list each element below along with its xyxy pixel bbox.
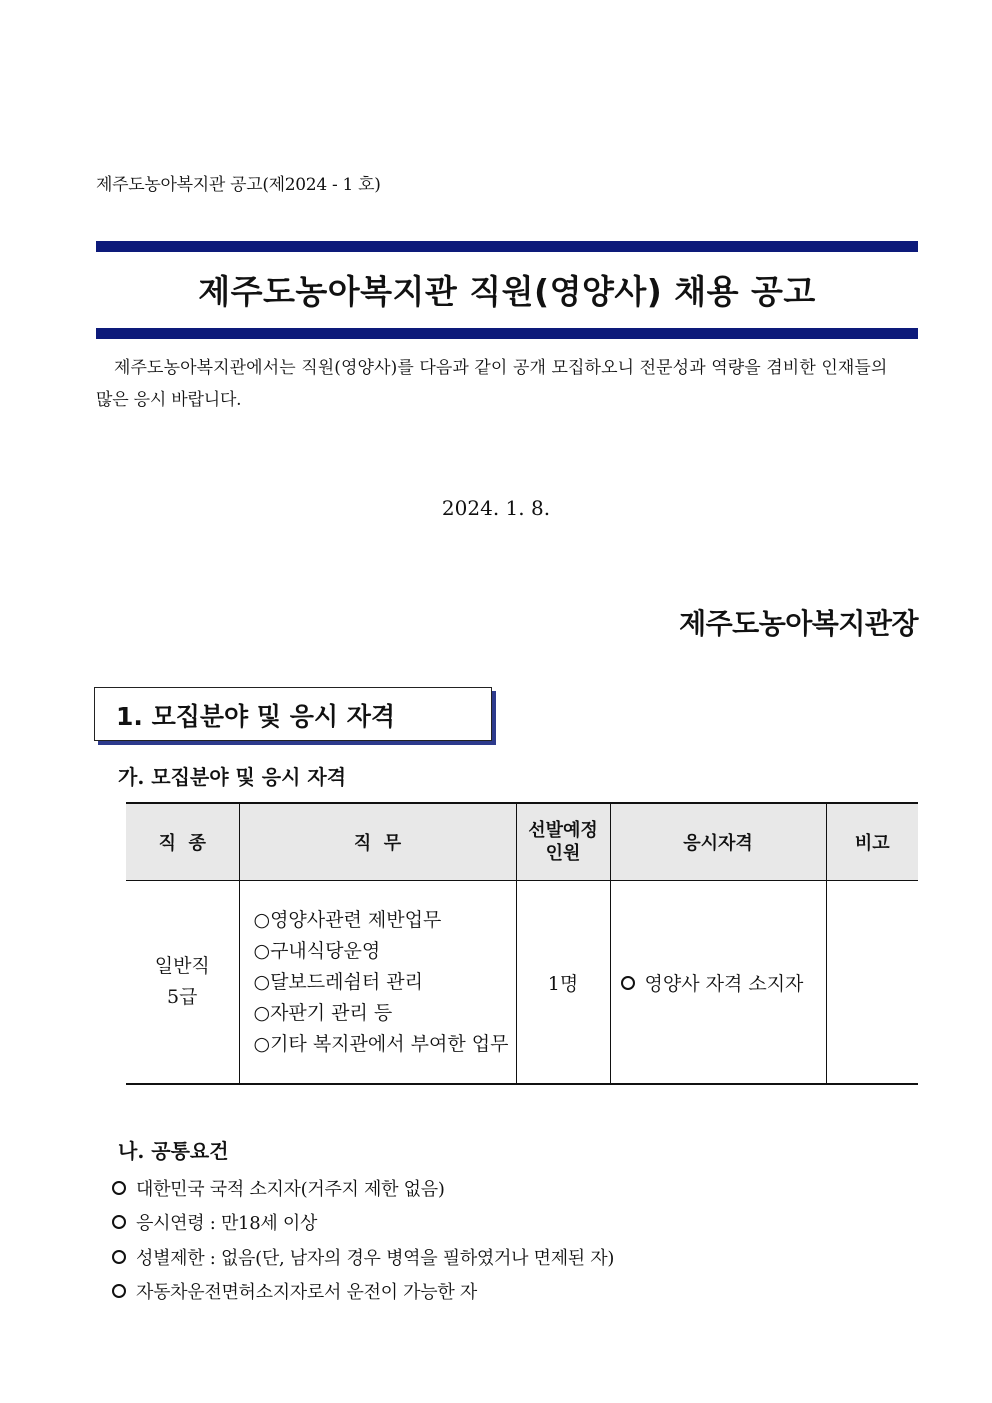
table-row: [126, 881, 918, 1085]
circle-bullet-icon: [621, 976, 635, 990]
subsection-b-title: 나. 공통요건: [118, 1139, 229, 1163]
requirement-item: [112, 1209, 317, 1235]
duty-item: ○영양사관련 제반업무: [253, 908, 442, 931]
requirement-text: 자동차운전면허소지자로서 운전이 가능한 자: [136, 1282, 477, 1303]
header-count: [516, 803, 610, 881]
intro-line-1: 제주도농아복지관에서는 직원(영양사)를 다음과 같이 공개 모집하오니 전문성과 역량을 겸비한 인재들의: [114, 358, 888, 378]
requirement-text: 응시연령 : 만18세 이상: [136, 1213, 318, 1234]
header-count-line2: 인원: [545, 843, 581, 864]
header-duty: 직 무: [239, 803, 516, 881]
cell-type-line1: 일반직: [154, 955, 210, 977]
subsection-a-title: 가. 모집분야 및 응시 자격: [118, 765, 347, 789]
circle-bullet-icon: [112, 1284, 126, 1298]
section-1-title: 1. 모집분야 및 응시 자격: [116, 702, 396, 731]
header-note: 비고: [826, 803, 918, 881]
circle-bullet-icon: [112, 1250, 126, 1264]
duty-item: ○달보드레쉼터 관리: [253, 970, 423, 993]
duty-item: ○기타 복지관에서 부여한 업무: [253, 1032, 509, 1055]
cell-type-line2: 5급: [167, 986, 198, 1008]
cell-count: 1명: [516, 881, 610, 1085]
table-header-row: [126, 803, 918, 881]
header-count-line1: 선발예정: [528, 820, 598, 841]
requirement-item: [112, 1278, 477, 1304]
cell-note: [826, 881, 918, 1085]
header-qualification: 응시자격: [610, 803, 826, 881]
page-title: 제주도농아복지관 직원(영양사) 채용 공고: [198, 272, 816, 311]
director-signature: 제주도농아복지관장: [679, 607, 918, 640]
circle-bullet-icon: [112, 1215, 126, 1229]
requirement-text: 성별제한 : 없음(단, 남자의 경우 병역을 필하였거나 면제된 자): [136, 1248, 615, 1269]
requirement-text: 대한민국 국적 소지자(거주지 제한 없음): [136, 1179, 445, 1200]
qualification-text: 영양사 자격 소지자: [644, 972, 804, 995]
cell-duties: [239, 881, 516, 1085]
header-type: 직 종: [126, 803, 239, 881]
circle-bullet-icon: [112, 1181, 126, 1195]
title-top-bar: [96, 241, 918, 252]
title-bottom-bar: [96, 328, 918, 339]
cell-type: [126, 881, 239, 1085]
requirement-item: [112, 1175, 445, 1201]
intro-paragraph: [96, 352, 918, 416]
notice-date: 2024. 1. 8.: [441, 496, 551, 520]
cell-qualification: [610, 881, 826, 1085]
recruitment-table: [126, 802, 918, 1085]
duty-item: ○자판기 관리 등: [253, 1001, 393, 1024]
intro-line-2: 많은 응시 바랍니다.: [96, 390, 242, 410]
notice-number: 제주도농아복지관 공고(제2024 - 1 호): [96, 175, 381, 195]
duty-item: ○구내식당운영: [253, 939, 381, 962]
requirement-item: [112, 1244, 614, 1270]
